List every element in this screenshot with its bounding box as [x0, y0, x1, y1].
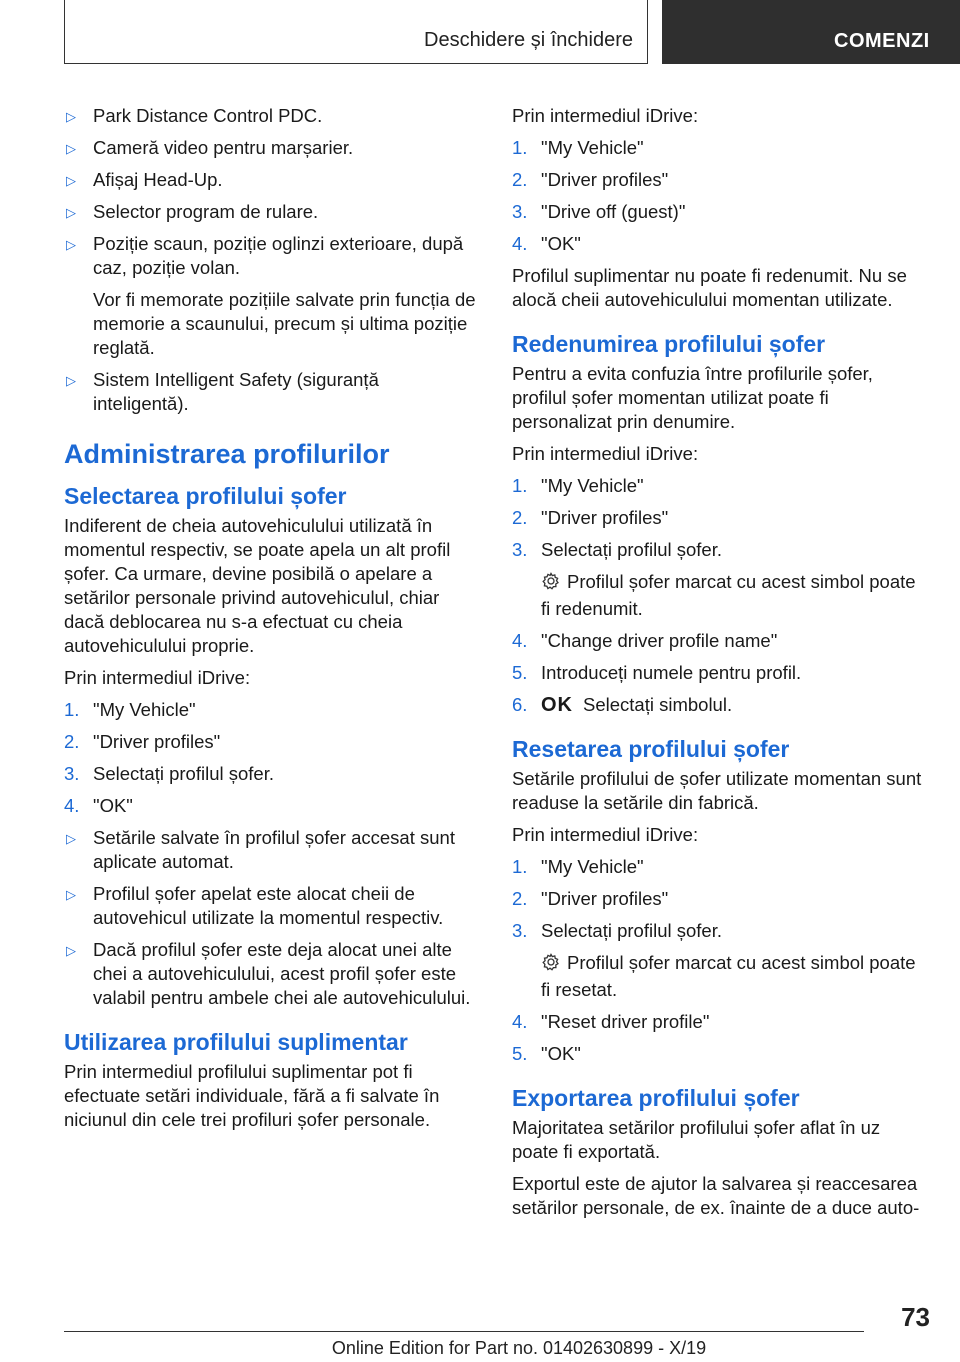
- step-item: 1. "My Vehicle": [512, 475, 644, 496]
- triangle-bullet-icon: ▷: [66, 141, 76, 156]
- list-item: ▷ Sistem Intelligent Safety (siguranță inteligentă).: [66, 369, 379, 414]
- paragraph: Prin intermediul iDrive:: [512, 443, 699, 464]
- triangle-bullet-icon: ▷: [66, 173, 76, 188]
- paragraph: Pentru a evita confuzia între profilurile șofer, profilul șofer momentan utilizat poate fi personalizat prin denumire.: [512, 363, 873, 432]
- paragraph: Prin intermediul iDrive:: [512, 824, 699, 845]
- chapter-tab: [662, 0, 960, 64]
- chapter-title: COMENZI: [834, 30, 930, 52]
- step-item: 1. "My Vehicle": [512, 137, 644, 158]
- triangle-bullet-icon: ▷: [66, 831, 76, 846]
- subsection-heading: Resetarea profilului șofer: [512, 736, 790, 762]
- paragraph: Majoritatea setărilor profilului șofer aflat în uz poate fi exportată.: [512, 1117, 881, 1162]
- list-item: ▷ Setările salvate în profilul șofer accesat sunt aplicate automat.: [66, 827, 455, 872]
- footer-text: Online Edition for Part no. 01402630899 - X/19: [331, 1338, 707, 1358]
- section-heading: Administrarea profilurilor: [64, 439, 390, 469]
- paragraph: Indiferent de cheia autovehiculului utilizată în momentul respectiv, se poate apela un alt profil șofer. Ca urmare, devine posibilă o apelare a setărilor personale privind autovehiculul, chiar dacă deblocarea nu s-a efectuat cu cheia autovehiculului proprie.: [64, 515, 451, 656]
- paragraph: Exportul este de ajutor la salvarea și reaccesarea setărilor personale, de ex. înainte de a duce auto-: [512, 1173, 920, 1218]
- subsection-heading: Redenumirea profilului șofer: [512, 331, 826, 357]
- ok-icon: OK: [541, 694, 573, 716]
- subsection-heading: Selectarea profilului șofer: [64, 483, 347, 509]
- step-item: 3. "Drive off (guest)": [512, 201, 686, 222]
- footer: [0, 1338, 960, 1359]
- step-item: 2. "Driver profiles": [512, 169, 669, 190]
- list-item: ▷ Park Distance Control PDC.: [64, 104, 478, 128]
- list-item: ▷ Selector program de rulare.: [64, 200, 478, 224]
- paragraph: Prin intermediul profilului suplimentar pot fi efectuate setări individuale, fără a fi salvate în niciunul din cele trei profiluri șofer personale.: [64, 1061, 440, 1130]
- triangle-bullet-icon: ▷: [66, 237, 76, 252]
- list-item: ▷ Profilul șofer apelat este alocat cheii de autovehicul utilizate la momentul respectiv.: [66, 883, 444, 928]
- list-item: ▷ Cameră video pentru marșarier.: [64, 136, 478, 160]
- triangle-bullet-icon: ▷: [66, 205, 76, 220]
- page-header: [0, 0, 960, 66]
- list-item-note: Vor fi memorate pozițiile salvate prin funcția de memorie a scaunului, precum și ultima poziție reglată.: [93, 289, 476, 358]
- step-item: 4. "OK": [64, 795, 133, 816]
- triangle-bullet-icon: ▷: [66, 943, 76, 958]
- step-item: 2. "Driver profiles": [512, 888, 669, 909]
- footer-divider: [64, 1331, 864, 1332]
- step-item: 4. "Reset driver profile": [512, 1011, 710, 1032]
- step-item: 6. OK Selectați simbolul.: [512, 694, 733, 716]
- step-item: 4. "OK": [512, 233, 581, 254]
- step-item: 5. Introduceți numele pentru profil.: [512, 662, 802, 683]
- section-title: Deschidere și închidere: [424, 29, 633, 51]
- step-note: Profilul șofer marcat cu acest simbol poate fi redenumit.: [541, 571, 916, 619]
- triangle-bullet-icon: ▷: [66, 373, 76, 388]
- subsection-heading: Exportarea profilului șofer: [512, 1085, 800, 1111]
- list-item: ▷ Afișaj Head-Up.: [64, 168, 478, 192]
- step-note: Profilul șofer marcat cu acest simbol poate fi resetat.: [541, 952, 916, 1000]
- step-item: 3. Selectați profilul șofer.: [64, 763, 274, 784]
- paragraph: Setările profilului de șofer utilizate momentan sunt readuse la setările din fabrică.: [512, 768, 922, 813]
- triangle-bullet-icon: ▷: [66, 887, 76, 902]
- subsection-heading: Utilizarea profilului suplimentar: [64, 1029, 408, 1055]
- gear-icon: [541, 571, 561, 597]
- gear-icon: [541, 952, 561, 978]
- step-item: 1. "My Vehicle": [64, 699, 196, 720]
- triangle-bullet-icon: ▷: [66, 109, 76, 124]
- left-column: [64, 104, 478, 1140]
- paragraph: Prin intermediul iDrive:: [512, 105, 699, 126]
- step-item: 4. "Change driver profile name": [512, 630, 778, 651]
- paragraph: Profilul suplimentar nu poate fi redenumit. Nu se alocă cheii autovehiculului momentan utilizate.: [512, 265, 907, 310]
- step-item: 2. "Driver profiles": [512, 507, 669, 528]
- step-item: 3. Selectați profilul șofer.: [512, 539, 722, 560]
- section-tab: [64, 0, 648, 64]
- right-column: [512, 104, 926, 1228]
- step-item: 5. "OK": [512, 1043, 581, 1064]
- step-item: 1. "My Vehicle": [512, 856, 644, 877]
- page-number: 73: [901, 1302, 930, 1332]
- paragraph: Prin intermediul iDrive:: [64, 667, 251, 688]
- list-item: ▷ Poziție scaun, poziție oglinzi exterioare, după caz, poziție volan.: [66, 233, 464, 278]
- step-item: 3. Selectați profilul șofer.: [512, 920, 722, 941]
- step-item: 2. "Driver profiles": [64, 731, 221, 752]
- list-item: ▷ Dacă profilul șofer este deja alocat unei alte chei a autovehiculului, acest profil șofer este valabil pentru ambele chei ale autovehiculului.: [66, 939, 471, 1008]
